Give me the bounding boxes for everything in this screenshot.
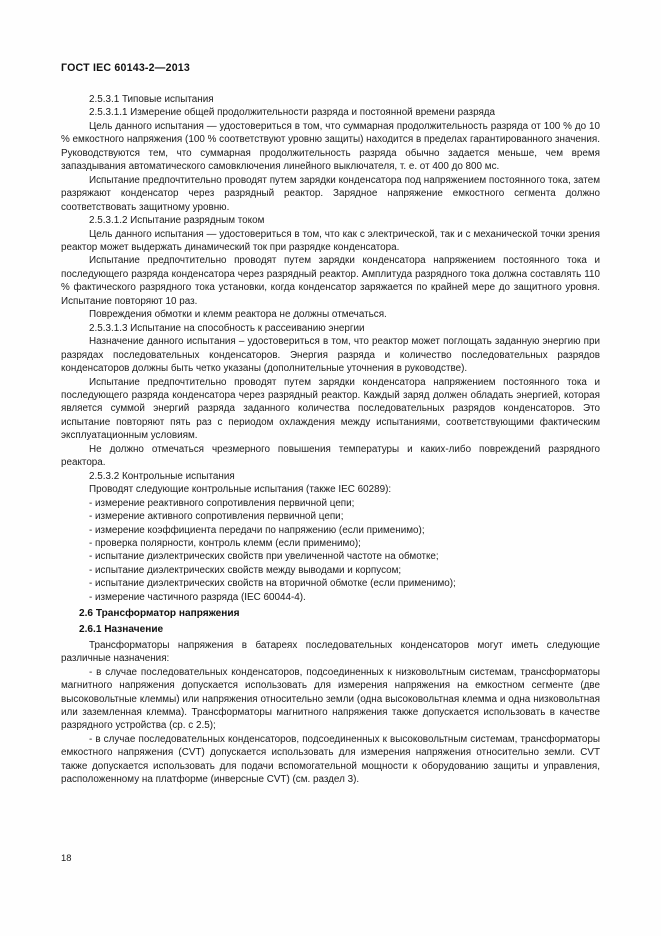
paragraph-method-discharge-current-test: Испытание предпочтительно проводят путем зарядки конденсатора напряжением постоянного тока и последующего разряда конденсатора через разрядный реактор. Амплитуда разрядного тока должна составлять 110 % фактического разрядного тока установки, когда конденсатор заряжается по крайней мере до защитного уровня. Испытание повторяют 10 раз.: [61, 255, 600, 307]
list-item: - измерение реактивного сопротивления первичной цепи;: [89, 497, 355, 509]
list-item: - измерение частичного разряда (IEC 60044-4).: [89, 591, 306, 603]
page-number: 18: [61, 852, 72, 863]
list-item: - измерение активного сопротивления первичной цепи;: [89, 511, 344, 523]
paragraph-vt-item-cvt: - в случае последовательных конденсаторов, подсоединенных к высоковольтным системам, трансформаторы емкостного напряжения (CVT) допускается использовать для измерения напряжения относительно земли. CVT также допускается использовать для подачи вспомогательной мощности к оборудованию защиты и управления, расположенному на платформе (инверсные CVT) (см. раздел 3).: [61, 733, 600, 786]
clause-heading-2-5-3-1-3: 2.5.3.1.3 Испытание на способность к рассеиванию энергии: [89, 322, 365, 334]
list-item: - измерение коэффициента передачи по напряжению (если применимо);: [89, 524, 425, 536]
routine-tests-list: [61, 497, 600, 605]
paragraph-purpose-energy-dissipation-test: Назначение данного испытания – удостовериться в том, что реактор может поглощать заданную энергию при разрядах последовательных конденсаторов. Энергия разряда и количество последовательных разрядов конденсаторов должны быть четко указаны (дополнительные уточнения в руководстве).: [61, 336, 600, 375]
list-item: - испытание диэлектрических свойств на вторичной обмотке (если применимо);: [89, 578, 456, 590]
paragraph-method-duration-test: Испытание предпочтительно проводят путем зарядки конденсатора под напряжением постоянного тока, затем разряжают конденсатор через разрядный реактор. Зарядное напряжение емкостного сегмента должно соответствовать защитному уровню.: [61, 174, 600, 213]
clause-heading-2-5-3-2: 2.5.3.2 Контрольные испытания: [89, 470, 235, 482]
list-item: - испытание диэлектрических свойств между выводами и корпусом;: [89, 564, 402, 576]
section-heading-2-6-1: 2.6.1 Назначение: [79, 623, 164, 635]
paragraph-purpose-discharge-current-test: Цель данного испытания — удостовериться в том, что как с электрической, так и с механической точки зрения реактор может выдержать динамический ток при разрядке конденсатора.: [61, 228, 600, 253]
paragraph-result-discharge-current-test: Повреждения обмотки и клемм реактора не должны отмечаться.: [89, 309, 387, 321]
clause-heading-2-5-3-1-1: 2.5.3.1.1 Измерение общей продолжительности разряда и постоянной времени разряда: [89, 107, 496, 119]
clause-heading-2-5-3-1: 2.5.3.1 Типовые испытания: [89, 94, 214, 105]
page-header-standard-number: ГОСТ IEC 60143-2—2013: [61, 62, 191, 74]
paragraph-vt-item-magnetic: - в случае последовательных конденсаторов, подсоединенных к низковольтным системам, трансформаторы магнитного напряжения допускается использовать для измерения напряжения на емкостном сегменте (две высоковольтные клеммы) или напряжения относительно земли (одна высоковольтная клемма и одна низковольтная или заземленная клемма). Трансформаторы магнитного напряжения также допускается использовать в качестве разрядного устройства (ср. с 2.5);: [61, 666, 600, 732]
paragraph-method-energy-dissipation-test: Испытание предпочтительно проводят путем зарядки конденсатора напряжением постоянного тока и последующего разряда конденсатора через разрядный реактор. Каждый заряд должен обладать энергией, которая является суммой энергий разряда заданного количества последовательных разрядов конденсаторов. Это испытание повторяют пять раз с периодом охлаждения между испытаниями, соответствующими фактическим эксплуатационным условиям.: [61, 376, 600, 442]
paragraph-result-energy-dissipation-test: Не должно отмечаться чрезмерного повышения температуры и каких-либо повреждений разрядного реактора.: [61, 443, 600, 469]
list-item: - испытание диэлектрических свойств при увеличенной частоте на обмотке;: [89, 551, 439, 563]
paragraph-purpose-duration-test: Цель данного испытания — удостовериться в том, что суммарная продолжительность разряда от 100 % до 10 % емкостного напряжения (100 % соответствуют уровню защиты) находится в пределах гарантированного значения. Руководствуются тем, что суммарная продолжительность разряда обычно задается меньше, чем время запаздывания автоматического самовключения линейного выключателя, т. е. от 400 до 800 мс.: [61, 120, 600, 173]
paragraph-vt-purposes-intro: Трансформаторы напряжения в батареях последовательных конденсаторов могут иметь следующие различные назначения:: [61, 639, 600, 665]
clause-heading-2-5-3-1-2: 2.5.3.1.2 Испытание разрядным током: [89, 215, 265, 227]
paragraph-routine-tests-intro: Проводят следующие контрольные испытания (также IEC 60289):: [89, 484, 392, 496]
list-item: - проверка полярности, контроль клемм (если применимо);: [89, 537, 361, 549]
section-heading-2-6: 2.6 Трансформатор напряжения: [79, 607, 240, 619]
page-body-content: [61, 93, 600, 787]
